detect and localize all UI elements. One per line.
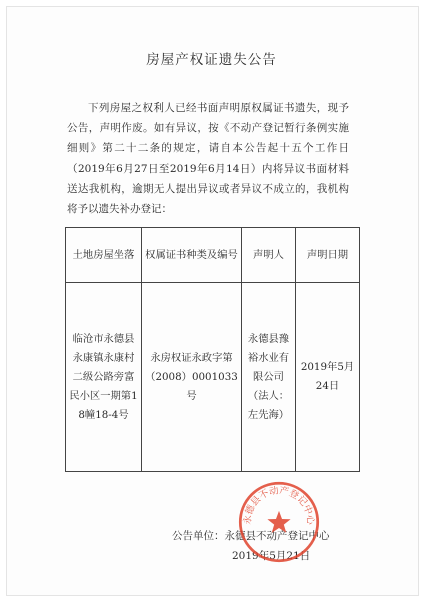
notice-date: 2019年5月21日 [232, 550, 311, 562]
seal-text: 永德县不动产登记中心 [242, 485, 316, 525]
header-location: 土地房屋坐落 [66, 228, 142, 283]
header-certificate: 权属证书种类及编号 [142, 228, 242, 283]
notice-title: 房屋产权证遗失公告 [146, 52, 277, 68]
notice-paragraph: 下列房屋之权利人已经书面声明原权属证书遗失，现予公告，声明作废。如有异议，按《不动产登记暂行条例实施细则》第二十二条的规定，请自本公告起十五个工作日（2019年6月27日至2019年6月14日）内将异议书面材料送达我机构，逾期无人提出异议或者异议不成立的，我机构将予以遗失补办登记： [67, 102, 349, 216]
issuer-name: 永德县不动产登记中心 [224, 530, 330, 542]
cell-date: 2019年5月24日 [296, 283, 360, 472]
header-declarant: 声明人 [242, 228, 296, 283]
notice-body [67, 98, 349, 219]
cell-location: 临沧市永德县永康镇永康村二级公路旁富民小区一期第18幢18-4号 [66, 283, 142, 472]
cell-declarant: 永德县豫裕水业有限公司（法人：左先海） [242, 283, 296, 472]
issuer-label: 公告单位： [172, 530, 225, 542]
table-row [66, 283, 360, 472]
registration-table [65, 227, 360, 472]
seal-star-icon [267, 511, 290, 533]
table-header-row [66, 228, 360, 283]
cell-certificate: 永房权证永政字第（2008）0001033号 [142, 283, 242, 472]
official-seal [236, 479, 322, 565]
header-date: 声明日期 [296, 228, 360, 283]
